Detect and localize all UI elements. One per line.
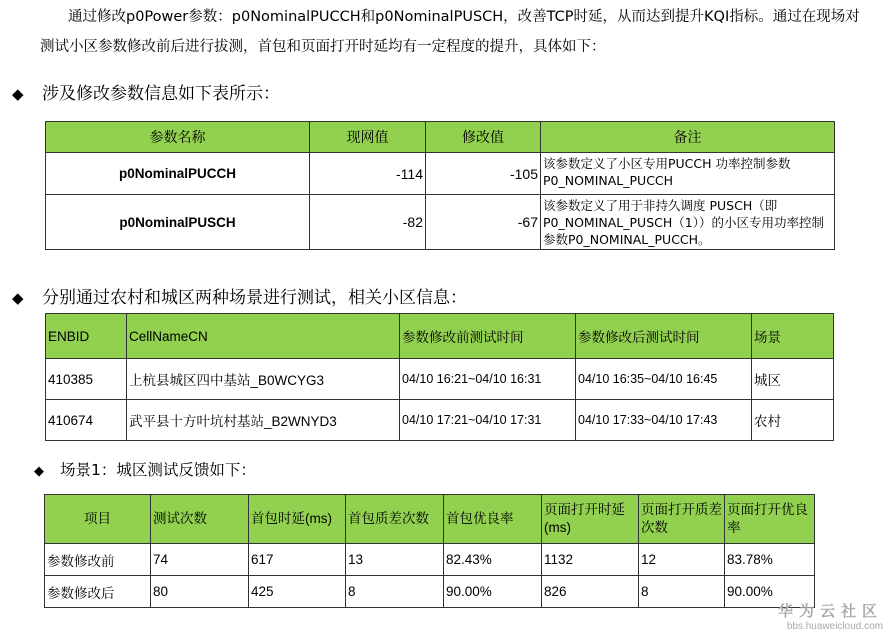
param-note: 该参数定义了用于非持久调度 PUSCH（即P0_NOMINAL_PUSCH（1））的小区专用功率控制参数P0_NOMINAL_PUCCH。 bbox=[541, 195, 835, 250]
cells-heading bbox=[12, 287, 467, 309]
table-row bbox=[45, 544, 815, 576]
param-table-header bbox=[46, 122, 835, 153]
cell-scene: 城区 bbox=[752, 359, 834, 400]
param-current: -114 bbox=[310, 153, 426, 195]
param-modified: -105 bbox=[426, 153, 541, 195]
param-modified: -67 bbox=[426, 195, 541, 250]
param-note: 该参数定义了小区专用PUCCH 功率控制参数P0_NOMINAL_PUCCH bbox=[541, 153, 835, 195]
intro-paragraph: 通过修改p0Power参数：p0NominalPUCCH和p0NominalPUSCH，改善TCP时延，从而达到提升KQI指标。通过在现场对测试小区参数修改前后进行拔测，首包和页面打开时延均有一定程度的提升，具体如下： bbox=[40, 9, 860, 55]
param-table bbox=[45, 121, 835, 250]
param-header-modified: 修改值 bbox=[426, 122, 541, 153]
scene1-header-test-count: 测试次数 bbox=[151, 495, 249, 544]
scene1-cell: 425 bbox=[249, 576, 346, 608]
scene1-cell: 参数修改前 bbox=[45, 544, 151, 576]
cells-heading-text: 分别通过农村和城区两种场景进行测试，相关小区信息： bbox=[42, 288, 467, 308]
cell-after-time: 04/10 17:33~04/10 17:43 bbox=[576, 400, 752, 441]
scene1-cell: 74 bbox=[151, 544, 249, 576]
table-row bbox=[46, 400, 834, 441]
scene1-cell: 90.00% bbox=[444, 576, 542, 608]
param-current: -82 bbox=[310, 195, 426, 250]
scene1-heading bbox=[34, 459, 256, 483]
scene1-cell: 90.00% bbox=[725, 576, 815, 608]
scene1-header-page-open-poor: 页面打开质差次数 bbox=[639, 495, 725, 544]
param-header-note: 备注 bbox=[541, 122, 835, 153]
cell-before-time: 04/10 16:21~04/10 16:31 bbox=[400, 359, 576, 400]
scene1-cell: 8 bbox=[346, 576, 444, 608]
param-name: p0NominalPUCCH bbox=[46, 153, 310, 195]
scene1-header-first-packet-good-rate: 首包优良率 bbox=[444, 495, 542, 544]
scene1-cell: 8 bbox=[639, 576, 725, 608]
diamond-bullet-icon: ◆ bbox=[34, 464, 44, 479]
cell-table-header bbox=[46, 314, 834, 359]
cell-header-after-time: 参数修改后测试时间 bbox=[576, 314, 752, 359]
params-heading-text: 涉及修改参数信息如下表所示： bbox=[42, 84, 280, 104]
cell-header-cellname: CellNameCN bbox=[127, 314, 400, 359]
params-heading bbox=[12, 83, 280, 105]
scene1-cell: 参数修改后 bbox=[45, 576, 151, 608]
table-row bbox=[46, 359, 834, 400]
table-row bbox=[45, 576, 815, 608]
cell-header-enbid: ENBID bbox=[46, 314, 127, 359]
scene1-cell: 1132 bbox=[542, 544, 639, 576]
watermark-logo-text: 华为云社区 bbox=[777, 602, 883, 620]
cell-scene: 农村 bbox=[752, 400, 834, 441]
scene1-table bbox=[44, 494, 815, 608]
scene1-header-page-open-good-rate: 页面打开优良率 bbox=[725, 495, 815, 544]
cell-name: 上杭县城区四中基站_B0WCYG3 bbox=[127, 359, 400, 400]
scene1-cell: 13 bbox=[346, 544, 444, 576]
scene1-header-item: 项目 bbox=[45, 495, 151, 544]
cell-header-before-time: 参数修改前测试时间 bbox=[400, 314, 576, 359]
param-name: p0NominalPUSCH bbox=[46, 195, 310, 250]
scene1-cell: 83.78% bbox=[725, 544, 815, 576]
table-row bbox=[46, 153, 835, 195]
cell-table bbox=[45, 313, 834, 441]
diamond-bullet-icon: ◆ bbox=[12, 289, 24, 307]
cell-enbid: 410385 bbox=[46, 359, 127, 400]
scene1-header-first-packet-poor: 首包质差次数 bbox=[346, 495, 444, 544]
scene1-heading-text: 场景1：城区测试反馈如下： bbox=[60, 461, 256, 479]
scene1-cell: 12 bbox=[639, 544, 725, 576]
scene1-cell: 82.43% bbox=[444, 544, 542, 576]
scene1-cell: 826 bbox=[542, 576, 639, 608]
table-row bbox=[46, 195, 835, 250]
cell-after-time: 04/10 16:35~04/10 16:45 bbox=[576, 359, 752, 400]
watermark-url: bbs.huaweicloud.com bbox=[786, 621, 883, 632]
scene1-cell: 80 bbox=[151, 576, 249, 608]
cell-name: 武平县十方叶坑村基站_B2WNYD3 bbox=[127, 400, 400, 441]
cell-before-time: 04/10 17:21~04/10 17:31 bbox=[400, 400, 576, 441]
param-header-current: 现网值 bbox=[310, 122, 426, 153]
cell-enbid: 410674 bbox=[46, 400, 127, 441]
scene1-table-header bbox=[45, 495, 815, 544]
scene1-header-first-packet-delay: 首包时延(ms) bbox=[249, 495, 346, 544]
param-header-name: 参数名称 bbox=[46, 122, 310, 153]
cell-header-scene: 场景 bbox=[752, 314, 834, 359]
scene1-cell: 617 bbox=[249, 544, 346, 576]
scene1-header-page-open-delay: 页面打开时延(ms) bbox=[542, 495, 639, 544]
diamond-bullet-icon: ◆ bbox=[12, 85, 24, 103]
